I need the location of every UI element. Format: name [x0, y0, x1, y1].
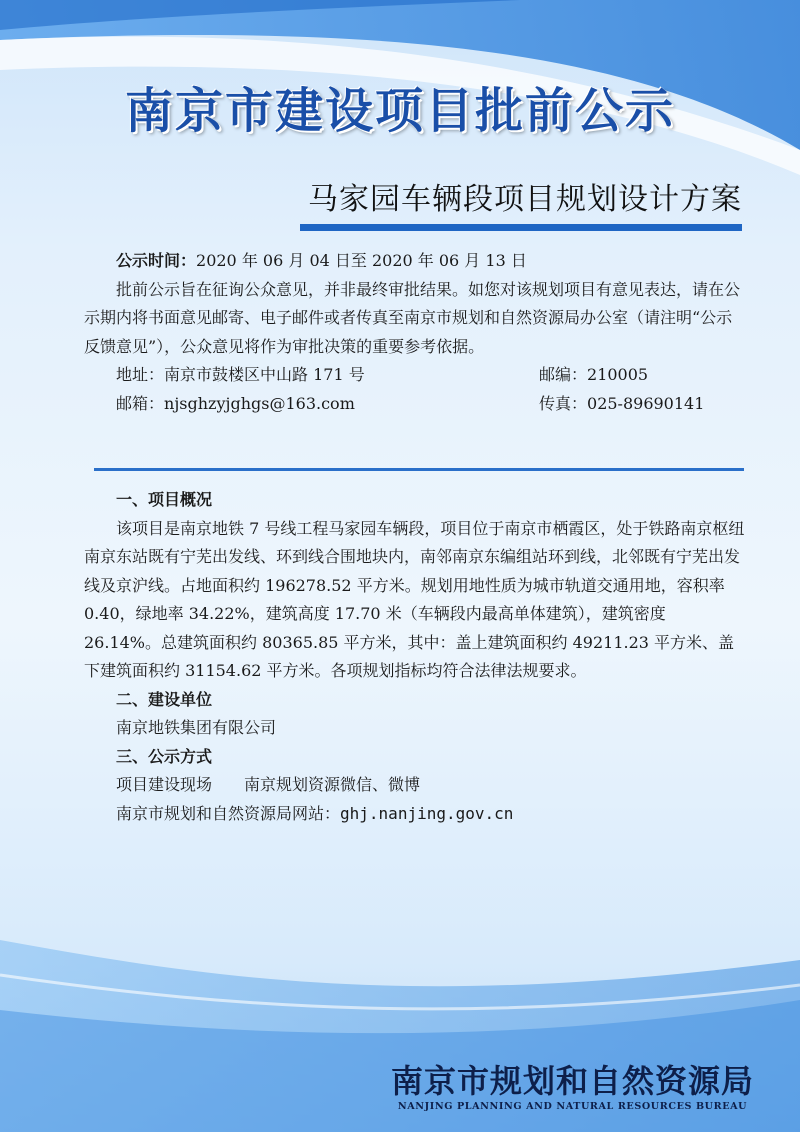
- overview-text: 该项目是南京地铁 7 号线工程马家园车辆段，项目位于南京市栖霞区，处于铁路南京枢纽南京东站既有宁芜出发线、环到线合围地块内，南邻南京东编组站环到线，北邻既有宁芜出发线及京沪线。占地面积约 196278.52 平方米。规划用地性质为城市轨道交通用地，容积率 0.40，绿地率 34.22%，建筑高度 17.70 米（车辆段内最高单体建筑），建筑密度 26.14%。总建筑面积约 80365.85 平方米，其中：盖上建筑面积约 49211.23 平方米、盖下建筑面积约 31154.62 平方米。各项规划指标均符合法律法规要求。: [84, 518, 745, 680]
- overview-heading: 一、项目概况: [116, 490, 213, 509]
- postcode-label: 邮编：: [539, 365, 588, 384]
- address-label: 地址：: [116, 365, 165, 384]
- footer-org-cn: 南京市规划和自然资源局: [390, 1062, 754, 1100]
- fax-value: 025-89690141: [587, 393, 705, 413]
- notice-time-label: 公示时间：: [116, 251, 197, 270]
- method-heading: 三、公示方式: [116, 746, 213, 766]
- project-sections: [84, 486, 747, 828]
- postcode-value: 210005: [587, 365, 649, 384]
- notice-time-line: [84, 247, 747, 276]
- fax-field: [504, 390, 747, 419]
- method-site: 项目建设现场: [116, 775, 213, 794]
- main-title: 南京市建设项目批前公示: [124, 83, 675, 139]
- notice-block: [84, 247, 747, 418]
- address-field: [84, 361, 504, 390]
- email-value: njsghzyjghgs@163.com: [164, 393, 355, 413]
- email-field: [84, 390, 504, 419]
- notice-intro: 批前公示旨在征询公众意见，并非最终审批结果。如您对该规划项目有意见表达，请在公示期内将书面意见邮寄、电子邮件或者传真至南京市规划和自然资源局办公室（请注明“公示反馈意见”），公众意见将作为审批决策的重要参考依据。: [84, 279, 741, 356]
- method-website: [84, 800, 747, 829]
- address-value: 南京市鼓楼区中山路 171 号: [164, 365, 365, 384]
- method-wechat: 南京规划资源微信、微博: [244, 775, 421, 794]
- builder-heading: 二、建设单位: [116, 689, 213, 709]
- builder-text: 南京地铁集团有限公司: [116, 718, 277, 737]
- contact-row-email: [84, 390, 747, 419]
- method-channels: [84, 771, 747, 800]
- fax-label: 传真：: [539, 393, 588, 413]
- contact-row-address: [84, 361, 747, 390]
- section-divider: [94, 468, 744, 471]
- project-subtitle: 马家园车辆段项目规划设计方案: [308, 182, 742, 217]
- subtitle-underline: [300, 224, 742, 231]
- method-web-label: 南京市规划和自然资源局网站：: [116, 803, 341, 823]
- postcode-field: [504, 361, 747, 390]
- method-web-url: ghj.nanjing.gov.cn: [340, 803, 514, 823]
- footer-org-en: NANJING PLANNING AND NATURAL RESOURCES BUREAU: [397, 1101, 748, 1112]
- footer-logo: [391, 1062, 754, 1114]
- notice-time-value: 2020 年 06 月 04 日至 2020 年 06 月 13 日: [196, 251, 527, 270]
- email-label: 邮箱：: [116, 393, 165, 413]
